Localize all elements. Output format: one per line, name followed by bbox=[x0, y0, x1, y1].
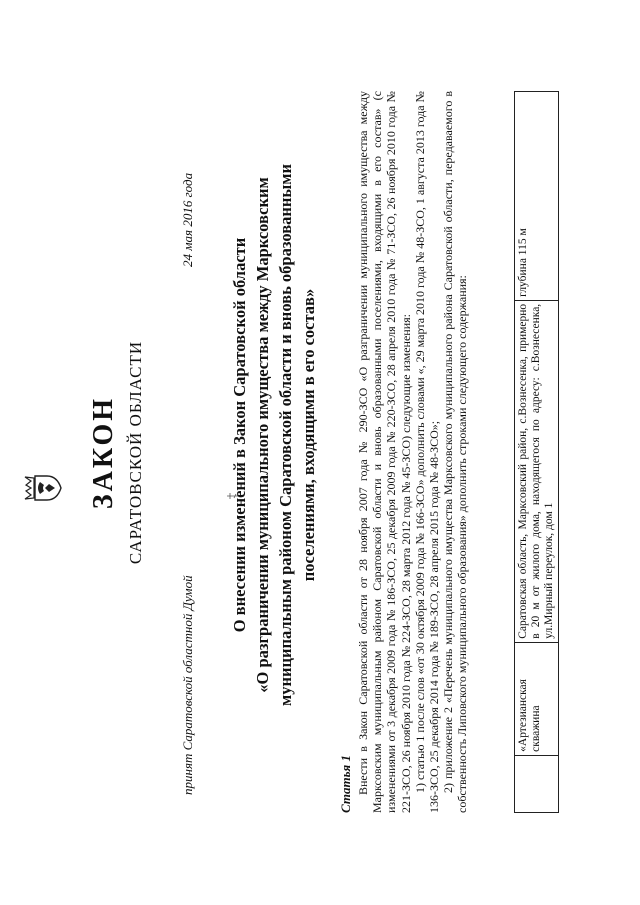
law-title: ЗАКОН bbox=[88, 395, 119, 510]
table-cell-number bbox=[515, 755, 559, 812]
adopted-by: принят Саратовской областной Думой bbox=[180, 575, 195, 795]
coat-of-arms-icon bbox=[22, 471, 62, 505]
law-full-title bbox=[228, 115, 320, 755]
article-item-1: 1) статью 1 после слов «от 30 октября 2009 года № 166-ЗСО» дополнить словами «, 29 марта 2010 года № 48-ЗСО, 1 августа 2013 года № 136-ЗСО, 25 декабря 2014 года № 189-ЗСО, 28 апреля 2015 года № 48-ЗСО»; bbox=[412, 90, 442, 813]
adoption-date: 24 мая 2016 года bbox=[180, 172, 195, 267]
table-row bbox=[515, 92, 559, 813]
region-subtitle: САРАТОВСКОЙ ОБЛАСТИ bbox=[126, 340, 145, 565]
article-item-2: 2) приложение 2 «Перечень муниципального имущества Марксовского муниципального района Саратовской области, передаваемого в собственность Липовского муниципального образования» дополнить строками следующего содержания: bbox=[441, 91, 470, 813]
title-line: муниципальным районом Саратовской области и вновь образованными bbox=[276, 163, 295, 707]
article-body bbox=[356, 91, 470, 813]
article-intro: Внести в Закон Саратовской области от 28 ноября 2007 года № 290-ЗСО «О разграничении муниципального имущества между Марксовским муниципальным районом Саратовской области и вновь образованными поселениями, входящими в его состав» (с изменениями от 3 декабря 2009 года № 186-ЗСО, 25 декабря 2009 года № 220-ЗСО, 28 апреля 2010 года № 71-ЗСО, 26 ноября 2010 года № 221-ЗСО, 26 ноября 2010 года № 224-ЗСО, 28 марта 2012 года № 45-ЗСО) следующие изменения: bbox=[356, 91, 413, 813]
table-cell-address: Саратовская область, Марксовский район, с.Вознесенка, примерно в 20 м от жилого дома, находящегося по адресу: с.Вознесенка, ул.Мирный переулок, дом 1 bbox=[515, 300, 559, 642]
title-line: «О разграничении муниципального имущества между Марксовским bbox=[253, 177, 272, 693]
table-cell-characteristics: глубина 115 м bbox=[515, 92, 559, 301]
article-heading: Статья 1 bbox=[338, 755, 353, 813]
title-line: О внесении изменений в Закон Саратовской области bbox=[230, 237, 249, 633]
amendment-table bbox=[514, 91, 559, 813]
title-line: поселениями, входящими в его состав» bbox=[299, 288, 318, 582]
table-cell-name: «Артезианская скважина bbox=[515, 642, 559, 755]
